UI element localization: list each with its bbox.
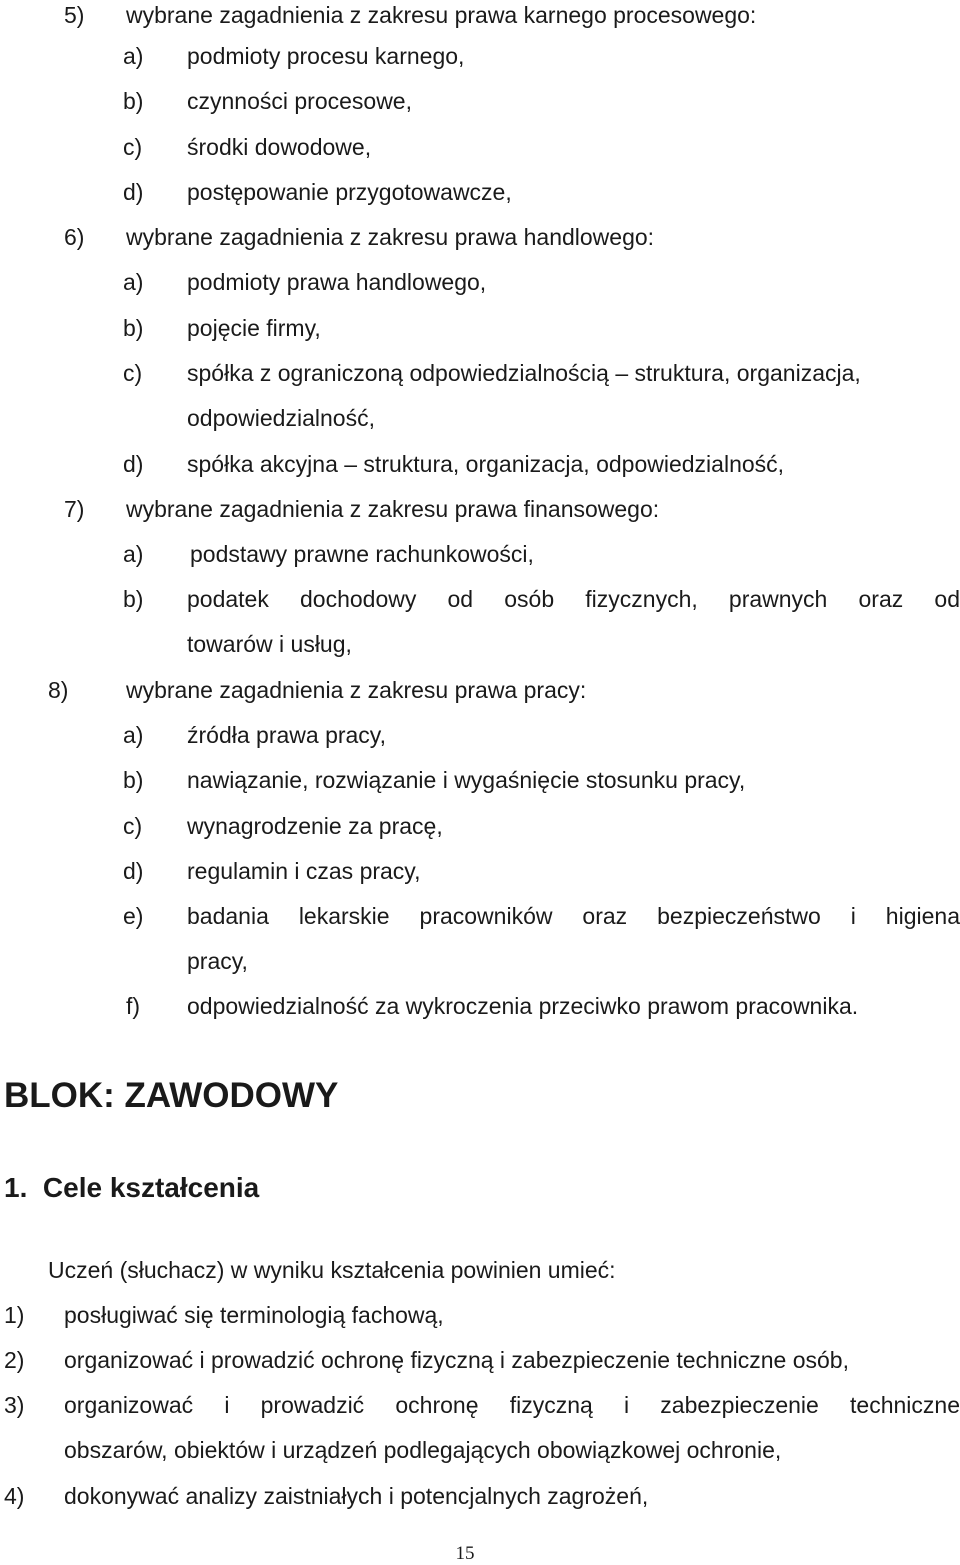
section-title: wybrane zagadnienia z zakresu prawa handlowego:	[126, 224, 655, 250]
section-number: 5)	[64, 2, 85, 28]
item-label: a)	[123, 43, 144, 69]
goal-label: 3)	[4, 1392, 25, 1418]
item-text: postępowanie przygotowawcze,	[187, 179, 512, 205]
item-label: b)	[123, 586, 144, 612]
goal-text: dokonywać analizy zaistniałych i potencjalnych zagrożeń,	[64, 1483, 649, 1509]
goal-label: 2)	[4, 1347, 25, 1373]
item-label: a)	[123, 269, 144, 295]
goal-text: posługiwać się terminologią fachową,	[64, 1302, 444, 1328]
item-text: źródła prawa pracy,	[187, 722, 386, 748]
item-text: spółka z ograniczoną odpowiedzialnością – struktura, organizacja,	[187, 360, 861, 386]
item-text-continuation: odpowiedzialność,	[187, 405, 375, 431]
page-number: 15	[455, 1543, 475, 1564]
item-text: podmioty procesu karnego,	[187, 43, 465, 69]
item-text: nawiązanie, rozwiązanie i wygaśnięcie stosunku pracy,	[187, 767, 746, 793]
section-title: wybrane zagadnienia z zakresu prawa karnego procesowego:	[126, 2, 757, 28]
item-text: czynności procesowe,	[187, 88, 412, 114]
item-text-continuation: towarów i usług,	[187, 631, 352, 657]
item-text: podatek dochodowy od osób fizycznych, prawnych oraz od	[187, 586, 960, 612]
item-label: b)	[123, 767, 144, 793]
item-text: pojęcie firmy,	[187, 315, 321, 341]
section-heading: 1. Cele kształcenia	[4, 1172, 260, 1203]
item-text: środki dowodowe,	[187, 134, 372, 160]
goal-label: 4)	[4, 1483, 25, 1509]
item-label: c)	[123, 134, 143, 160]
section-number: 7)	[64, 496, 85, 522]
section-title: wybrane zagadnienia z zakresu prawa finansowego:	[126, 496, 660, 522]
block-heading: BLOK: ZAWODOWY	[4, 1076, 339, 1115]
goal-text: organizować i prowadzić ochronę fizyczną i zabezpieczenie techniczne	[64, 1392, 960, 1418]
item-text: spółka akcyjna – struktura, organizacja, odpowiedzialność,	[187, 451, 785, 477]
intro-text: Uczeń (słuchacz) w wyniku kształcenia powinien umieć:	[48, 1257, 616, 1283]
item-text: podmioty prawa handlowego,	[187, 269, 487, 295]
goal-text: organizować i prowadzić ochronę fizyczną i zabezpieczenie techniczne osób,	[64, 1347, 849, 1373]
item-label: b)	[123, 88, 144, 114]
item-label: c)	[123, 360, 143, 386]
item-label: e)	[123, 903, 144, 929]
item-label: d)	[123, 451, 144, 477]
item-label: a)	[123, 722, 144, 748]
item-text: odpowiedzialność za wykroczenia przeciwko prawom pracownika.	[187, 993, 859, 1019]
item-text-continuation: pracy,	[187, 948, 248, 974]
section-number: 6)	[64, 224, 85, 250]
item-text: badania lekarskie pracowników oraz bezpieczeństwo i higiena	[187, 903, 960, 929]
item-text: podstawy prawne rachunkowości,	[190, 541, 534, 567]
item-label: c)	[123, 813, 143, 839]
section-number: 8)	[48, 677, 69, 703]
item-label: f)	[126, 993, 141, 1019]
item-label: d)	[123, 179, 144, 205]
item-text: regulamin i czas pracy,	[187, 858, 421, 884]
item-label: b)	[123, 315, 144, 341]
item-label: d)	[123, 858, 144, 884]
goal-text-continuation: obszarów, obiektów i urządzeń podlegających obowiązkowej ochronie,	[64, 1437, 782, 1463]
item-text: wynagrodzenie za pracę,	[187, 813, 443, 839]
goal-label: 1)	[4, 1302, 25, 1328]
item-label: a)	[123, 541, 144, 567]
section-title: wybrane zagadnienia z zakresu prawa pracy:	[126, 677, 587, 703]
